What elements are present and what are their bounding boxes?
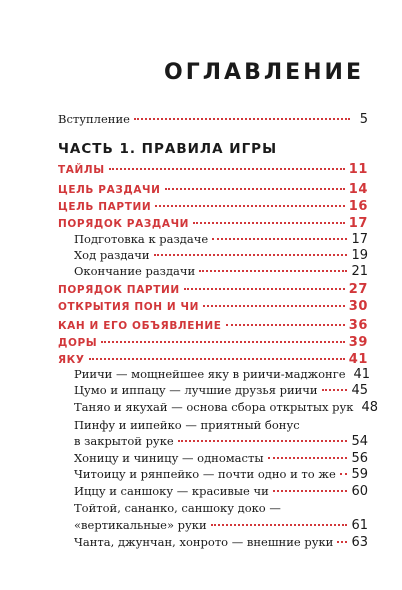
toc-entry[interactable] — [58, 335, 368, 350]
toc-label: Иццу и саншоку — красивые чи — [74, 484, 269, 498]
toc-entry-intro[interactable] — [58, 112, 368, 127]
toc-label: Подготовка к раздаче — [74, 232, 209, 246]
toc-page: 17 — [348, 216, 368, 231]
dot-leader — [109, 168, 345, 170]
page-title: ОГЛАВЛЕНИЕ — [164, 60, 364, 85]
dot-leader — [203, 305, 345, 307]
toc-label: ЯКУ — [58, 354, 85, 366]
toc-page: 36 — [348, 318, 368, 333]
toc-label: Таняо и якухай — основа сбора открытых рук — [74, 400, 354, 414]
dot-leader — [184, 288, 345, 290]
dot-leader — [154, 254, 348, 256]
toc-entry[interactable] — [58, 299, 368, 314]
toc-page: 19 — [351, 248, 368, 263]
dot-leader — [212, 238, 347, 240]
toc-page: 39 — [348, 335, 368, 350]
toc-subentry[interactable] — [74, 467, 368, 482]
toc-label: ЦЕЛЬ РАЗДАЧИ — [58, 184, 161, 196]
toc-label: Ход раздачи — [74, 248, 150, 262]
toc-subentry[interactable] — [74, 232, 368, 247]
dot-leader — [268, 457, 348, 459]
toc-label: Чанта, джунчан, хонрото — внешние руки — [74, 535, 334, 549]
toc-label: Окончание раздачи — [74, 264, 196, 278]
toc-page: 54 — [351, 434, 368, 449]
toc-page: 56 — [351, 451, 368, 466]
dot-leader — [165, 188, 345, 190]
toc-page: 60 — [351, 484, 368, 499]
dot-leader — [134, 118, 350, 120]
toc-label: Хоницу и чиницу — одномасты — [74, 451, 264, 465]
toc-page: 27 — [348, 282, 368, 297]
toc-label: КАН И ЕГО ОБЪЯВЛЕНИЕ — [58, 320, 222, 332]
toc-entry[interactable] — [58, 282, 368, 297]
toc-page: 59 — [351, 467, 368, 482]
dot-leader — [193, 222, 345, 224]
dot-leader — [226, 324, 345, 326]
toc-label: в закрытой руке — [74, 434, 174, 448]
toc-subentry[interactable] — [74, 383, 368, 398]
section-heading: ЧАСТЬ 1. ПРАВИЛА ИГРЫ — [58, 141, 278, 157]
toc-subentry[interactable] — [74, 434, 368, 449]
toc-subentry-line[interactable]: Тойтой, сананко, саншоку доко — — [74, 501, 281, 515]
toc-entry[interactable] — [58, 216, 368, 231]
toc-page: 16 — [348, 199, 368, 214]
toc-entry[interactable] — [58, 318, 368, 333]
toc-page: 41 — [353, 367, 371, 382]
dot-leader — [337, 541, 347, 543]
toc-subentry[interactable] — [74, 518, 368, 533]
toc-subentry[interactable] — [74, 484, 368, 499]
dot-leader — [322, 389, 348, 391]
toc-entry[interactable] — [58, 352, 368, 367]
toc-label: Цумо и иппацу — лучшие друзья риичи — [74, 383, 318, 397]
toc-label: «вертикальные» руки — [74, 518, 207, 532]
toc-label: ЦЕЛЬ ПАРТИИ — [58, 201, 152, 213]
toc-label: Риичи — мощнейшее яку в риичи-маджонге — [74, 367, 346, 381]
toc-label: Читоицу и рянпейко — почти одно и то же — [74, 467, 336, 481]
dot-leader — [89, 358, 345, 360]
toc-page: 30 — [348, 299, 368, 314]
dot-leader — [101, 341, 344, 343]
toc-page: 48 — [361, 400, 378, 415]
dot-leader — [155, 205, 344, 207]
toc-label: ДОРЫ — [58, 337, 98, 349]
toc-subentry[interactable] — [74, 264, 368, 279]
toc-label: ПОРЯДОК РАЗДАЧИ — [58, 218, 190, 230]
toc-page: 41 — [348, 352, 368, 367]
toc-page: 17 — [351, 232, 368, 247]
toc-page: 5 — [359, 112, 368, 127]
toc-label: Вступление — [58, 112, 130, 126]
toc-page: 11 — [348, 162, 368, 177]
toc-label: ТАЙЛЫ — [58, 164, 105, 176]
toc-entry[interactable] — [58, 182, 368, 197]
toc-page: 63 — [351, 535, 368, 550]
toc-page: 14 — [348, 182, 368, 197]
dot-leader — [273, 490, 348, 492]
dot-leader — [340, 473, 348, 475]
toc-subentry[interactable] — [74, 535, 368, 550]
toc-label: ОТКРЫТИЯ ПОН И ЧИ — [58, 301, 200, 313]
toc-subentry[interactable] — [74, 367, 371, 382]
toc-subentry-line[interactable]: Пинфу и иипейко — приятный бонус — [74, 418, 300, 432]
toc-subentry[interactable] — [74, 248, 368, 263]
toc-entry[interactable] — [58, 162, 368, 177]
toc-page: 61 — [351, 518, 368, 533]
dot-leader — [211, 524, 348, 526]
toc-page: 45 — [351, 383, 368, 398]
toc-label: ПОРЯДОК ПАРТИИ — [58, 284, 180, 296]
dot-leader — [199, 270, 347, 272]
toc-subentry[interactable] — [74, 451, 368, 466]
dot-leader — [178, 440, 348, 442]
toc-entry[interactable] — [58, 199, 368, 214]
toc-page: 21 — [351, 264, 368, 279]
toc-subentry[interactable] — [74, 400, 378, 415]
